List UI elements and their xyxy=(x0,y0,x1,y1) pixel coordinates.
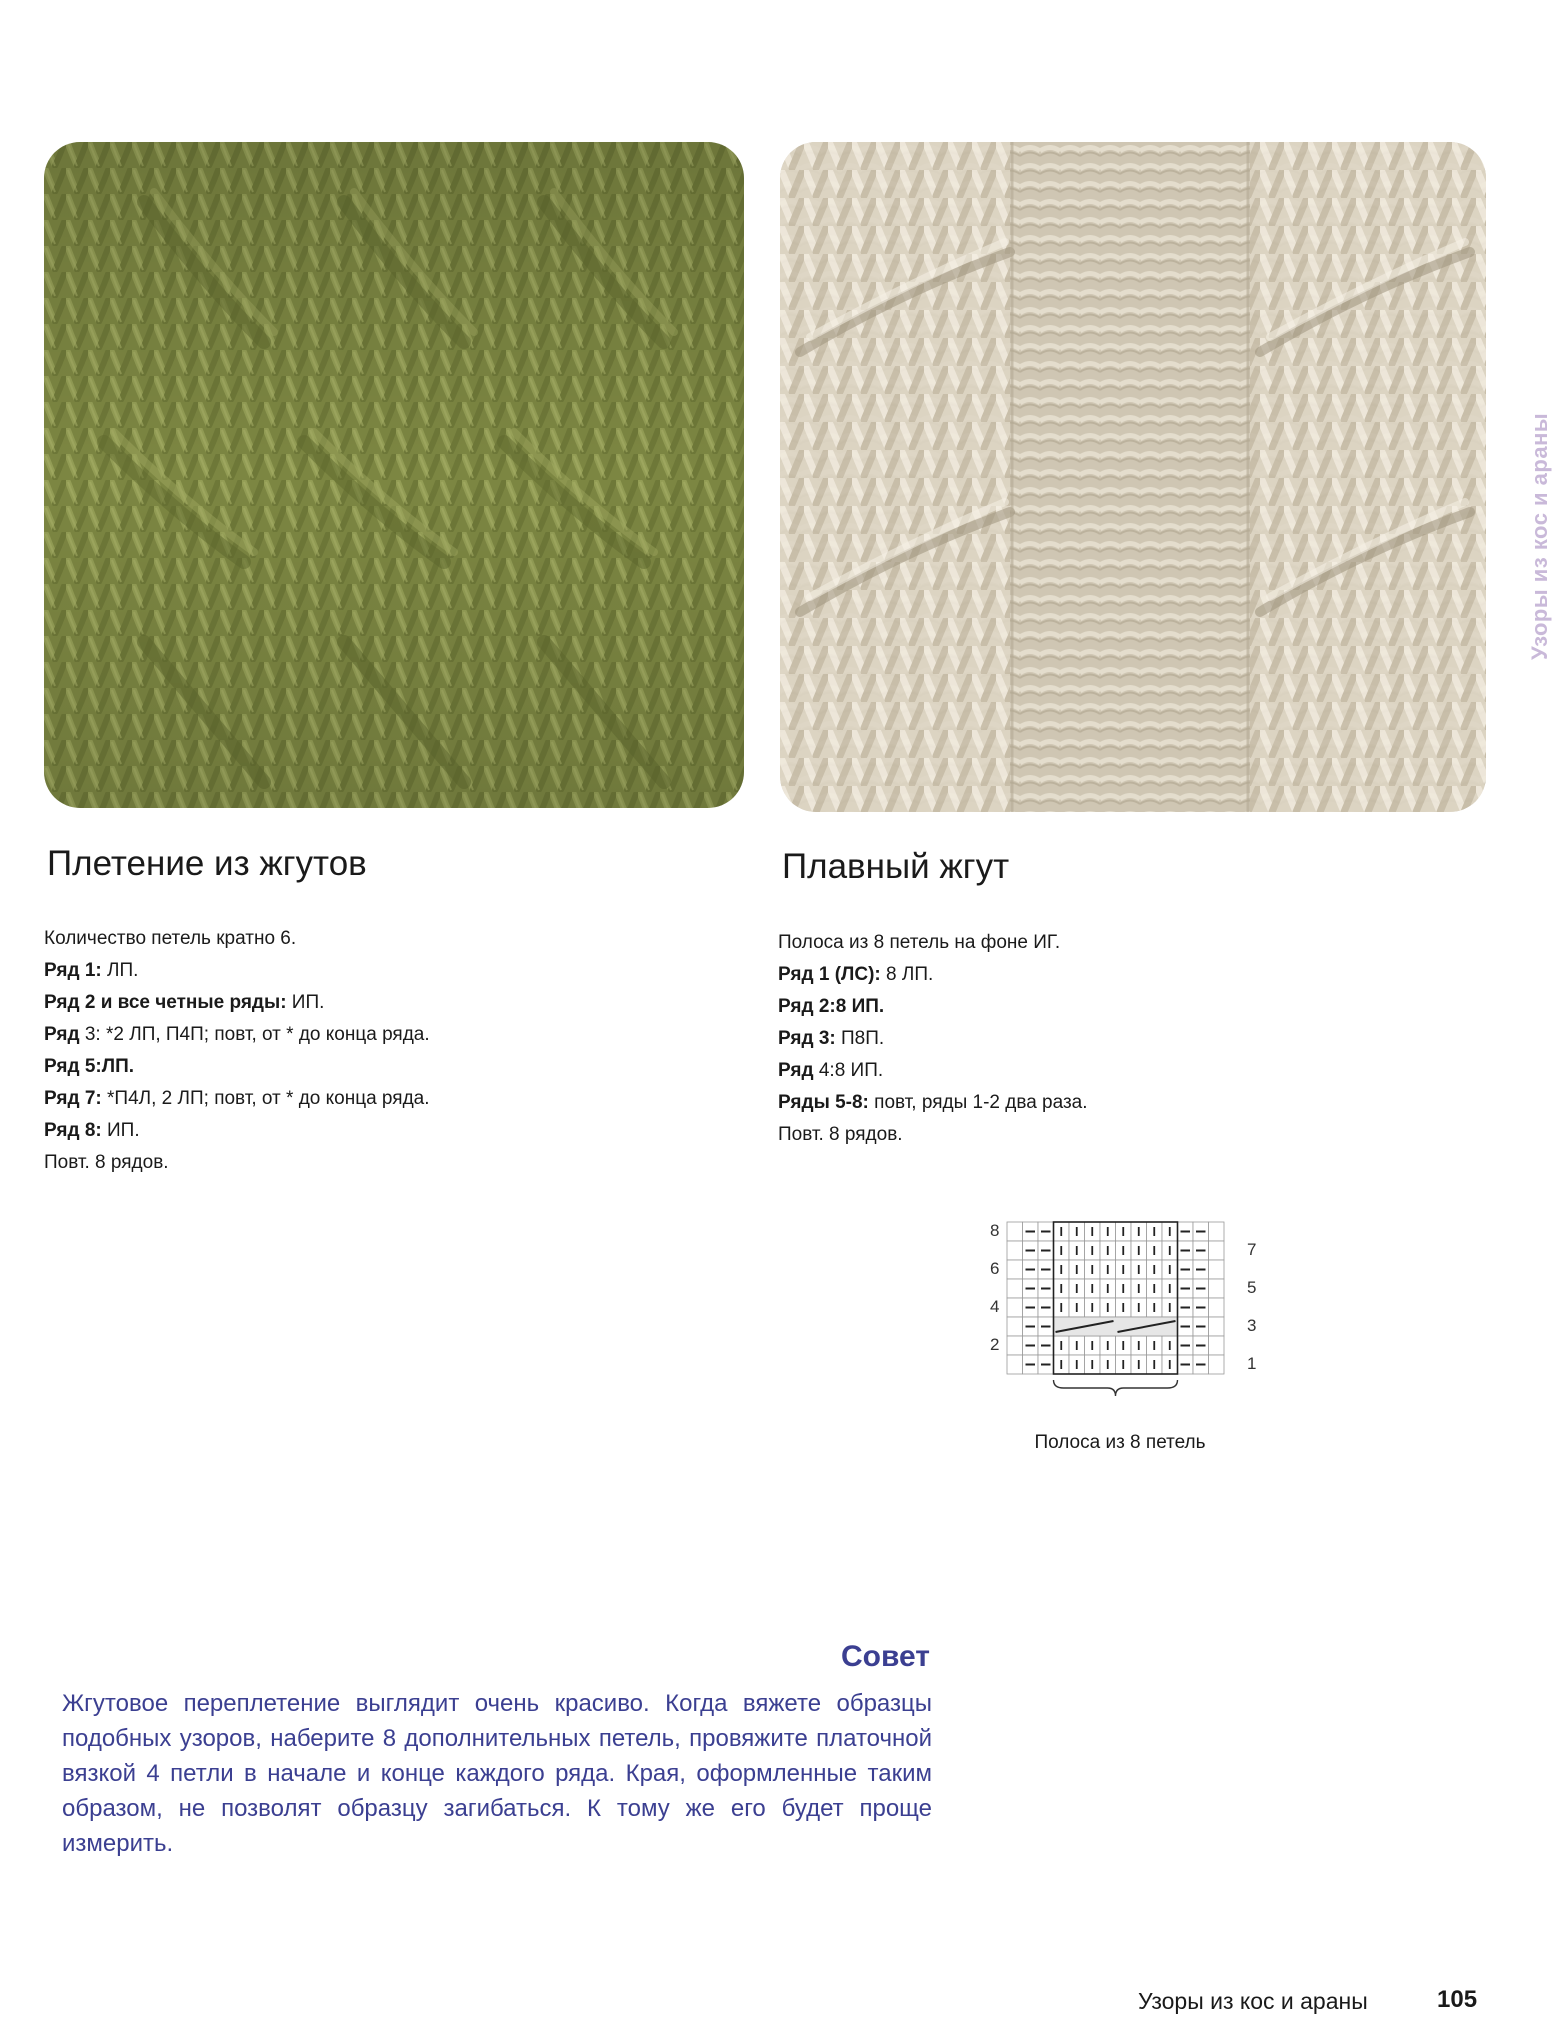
chart-cell xyxy=(1209,1317,1225,1336)
chart-caption: Полоса из 8 петель xyxy=(1034,1432,1206,1453)
instruction-line: Ряд 2 и все четные ряды: ИП. xyxy=(44,992,325,1013)
instruction-line: Ряд 3: П8П. xyxy=(778,1028,885,1049)
side-section-title xyxy=(1522,400,1558,660)
instruction-line: Ряды 5-8: повт, ряды 1-2 два раза. xyxy=(778,1092,1088,1113)
instruction-line: Повт. 8 рядов. xyxy=(778,1124,903,1145)
instruction-line: Ряд 4:8 ИП. xyxy=(778,1060,884,1081)
side-section-title-text: Узоры из кос и араны xyxy=(1527,412,1552,660)
chart-cell xyxy=(1007,1298,1023,1317)
chart-cell xyxy=(1209,1222,1225,1241)
row-number-left: 8 xyxy=(990,1221,1000,1240)
instructions-right xyxy=(778,927,1088,1151)
chart-cell xyxy=(1007,1260,1023,1279)
instruction-line: Ряд 1 (ЛС): 8 ЛП. xyxy=(778,964,934,985)
page-number: 105 xyxy=(1437,1986,1478,2013)
instruction-line: Ряд 5:ЛП. xyxy=(44,1056,135,1077)
tip-text: Жгутовое переплетение выглядит очень красиво. Когда вяжете образцы подобных узоров, наберите 8 дополнительных петель, провяжите платочной вязкой 4 петли в начале и конце каждого ряда. Края, оформленные таким образом, не позволят образцу загибаться. К тому же его будет проще измерить. xyxy=(62,1690,932,1857)
chart-cell xyxy=(1209,1241,1225,1260)
chart-cell xyxy=(1007,1336,1023,1355)
instruction-line: Ряд 3: *2 ЛП, П4П; повт, от * до конца ряда. xyxy=(44,1024,430,1045)
swatch-photo-right xyxy=(780,142,1486,812)
chart-cell xyxy=(1209,1279,1225,1298)
row-number-left: 4 xyxy=(990,1297,1000,1316)
instruction-line: Повт. 8 рядов. xyxy=(44,1152,169,1173)
cable-cross-band xyxy=(1054,1317,1178,1336)
knitting-chart-grid xyxy=(985,1212,1265,1402)
chart-cell xyxy=(1007,1241,1023,1260)
instruction-line: Ряд 8: ИП. xyxy=(44,1120,140,1141)
instructions-left xyxy=(44,923,430,1179)
knitted-swatch-beige-image xyxy=(780,142,1486,812)
chart-cell xyxy=(1209,1336,1225,1355)
knitted-swatch-green-image xyxy=(44,142,744,808)
swatch-photo-left xyxy=(44,142,744,808)
footer-section-title: Узоры из кос и араны xyxy=(1138,1988,1368,2014)
chart-cell xyxy=(1209,1355,1225,1374)
row-number-left: 2 xyxy=(990,1335,1000,1354)
instruction-line: Ряд 2:8 ИП. xyxy=(778,996,885,1017)
row-number-right: 1 xyxy=(1247,1354,1257,1373)
chart-cell xyxy=(1007,1355,1023,1374)
row-number-right: 5 xyxy=(1247,1278,1257,1297)
knitting-chart xyxy=(985,1212,1265,1402)
tip-heading: Совет xyxy=(840,1640,930,1673)
row-number-right: 3 xyxy=(1247,1316,1257,1335)
instruction-line: Количество петель кратно 6. xyxy=(44,928,297,949)
instruction-line: Ряд 1: ЛП. xyxy=(44,960,139,981)
panel-brace xyxy=(1054,1380,1178,1396)
row-number-right: 7 xyxy=(1247,1240,1257,1259)
chart-cell xyxy=(1209,1298,1225,1317)
pattern-title-left: Плетение из жгутов xyxy=(47,844,367,883)
chart-cell xyxy=(1007,1279,1023,1298)
pattern-title-right: Плавный жгут xyxy=(782,847,1010,886)
chart-cell xyxy=(1007,1222,1023,1241)
row-number-left: 6 xyxy=(990,1259,1000,1278)
instruction-line: Полоса из 8 петель на фоне ИГ. xyxy=(778,932,1061,953)
chart-cell xyxy=(1209,1260,1225,1279)
instruction-line: Ряд 7: *П4Л, 2 ЛП; повт, от * до конца ряда. xyxy=(44,1088,430,1109)
chart-cell xyxy=(1007,1317,1023,1336)
